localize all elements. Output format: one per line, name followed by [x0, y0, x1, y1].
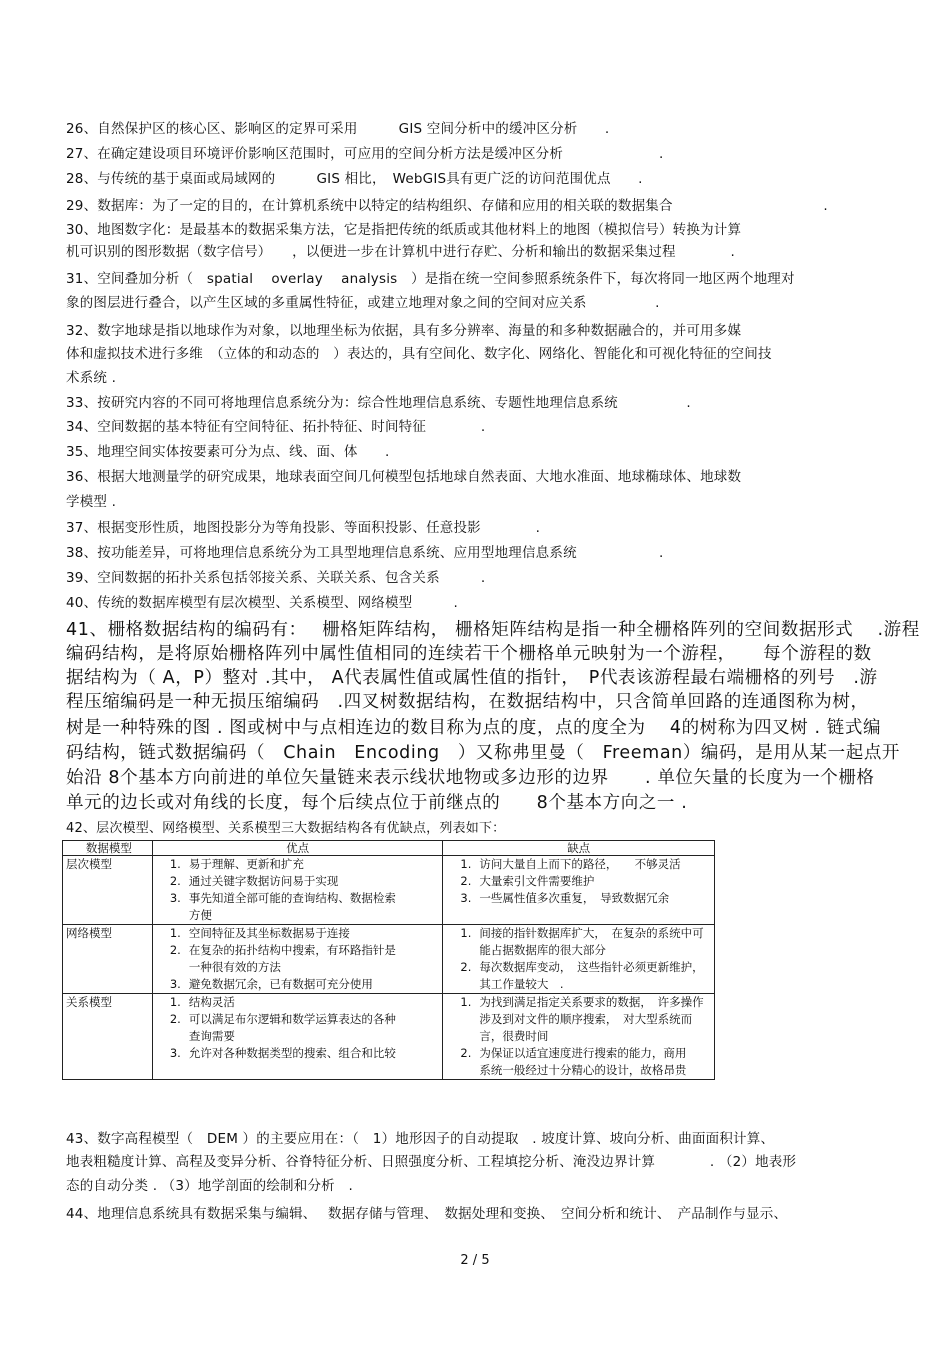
question-35: 35、地理空间实体按要素可分为点、线、面、体 .: [66, 444, 390, 460]
list-item: 1. 空间特征及其坐标数据易于连接: [169, 926, 350, 940]
list-item: 3. 允许对各种数据类型的搜索、组合和比较: [169, 1046, 396, 1060]
question-39: 39、空间数据的拓扑关系包括邻接关系、关联关系、包含关系 .: [66, 570, 486, 586]
question-32-line-2: 体和虚拟技术进行多维 （立体的和动态的 ）表达的，具有空间化、数字化、网络化、智能化和可视化特征的空间技: [66, 346, 772, 362]
question-31-line-1: 31、空间叠加分析（ spatial overlay analysis ）是指在统一空间参照系统条件下，每次将同一地区两个地理对: [66, 271, 795, 287]
data-model-comparison-table: [62, 840, 715, 1080]
list-item: 2. 可以满足布尔逻辑和数学运算表达的各种查询需要: [169, 1012, 396, 1043]
question-41-line-6: 码结构，链式数据编码（ Chain Encoding ）又称弗里曼（ Freeman）编码，是用从某一起点开: [66, 743, 901, 763]
pros-cell: [152, 856, 443, 925]
question-43-line-1: 43、数字高程模型（ DEM ）的主要应用在：（ 1）地形因子的自动提取 . 坡度计算、坡向分析、曲面面积计算、: [66, 1131, 775, 1147]
list-item: 1. 易于理解、更新和扩充: [169, 857, 304, 871]
list-item: 1. 为找到满足指定关系要求的数据， 许多操作涉及到对文件的顺序搜索， 对大型系统而言，很费时间: [460, 995, 704, 1043]
question-27: 27、在确定建设项目环境评价影响区范围时，可应用的空间分析方法是缓冲区分析 .: [66, 146, 664, 162]
question-36-line-1: 36、根据大地测量学的研究成果，地球表面空间几何模型包括地球自然表面、大地水准面、地球椭球体、地球数: [66, 469, 742, 485]
list-item: 2. 每次数据库变动， 这些指针必须更新维护，其工作量较大 .: [460, 960, 704, 991]
question-30-line-2: 机可识别的图形数据（数字信号） ，以便进一步在计算机中进行存贮、分析和输出的数据采集过程 .: [66, 244, 736, 260]
list-item: 2. 在复杂的拓扑结构中搜索，有环路指针是一种很有效的方法: [169, 943, 396, 974]
table-row: [63, 925, 715, 994]
list-item: 1. 访问大量自上而下的路径， 不够灵活: [460, 857, 681, 871]
header-model: 数据模型: [63, 841, 153, 856]
list-item: 2. 为保证以适宜速度进行搜索的能力，商用系统一般经过十分精心的设计，故格昂贵: [460, 1046, 687, 1077]
question-32-line-1: 32、数字地球是指以地球作为对象，以地理坐标为依据，具有多分辨率、海量的和多种数据融合的，并可用多媒: [66, 323, 742, 339]
table-header-row: [63, 841, 715, 856]
question-43-line-3: 态的自动分类 . （3）地学剖面的绘制和分析 .: [66, 1178, 354, 1194]
question-44: 44、地理信息系统具有数据采集与编辑、 数据存储与管理、 数据处理和变换、 空间分析和统计、 产品制作与显示、: [66, 1206, 788, 1222]
cons-cell: [443, 856, 715, 925]
question-31-line-2: 象的图层进行叠合，以产生区域的多重属性特征，或建立地理对象之间的空间对应关系 .: [66, 295, 660, 311]
table-row: [63, 856, 715, 925]
question-30-line-1: 30、地图数字化：是最基本的数据采集方法，它是指把传统的纸质或其他材料上的地图（模拟信号）转换为计算: [66, 222, 742, 238]
question-41-line-2: 编码结构，是将原始栅格阵列中属性值相同的连续若干个栅格单元映射为一个游程， 每个游程的数: [66, 644, 872, 664]
list-item: 3. 避免数据冗余，已有数据可充分使用: [169, 977, 373, 991]
question-41-line-4: 程压缩编码是一种无损压缩编码 .四叉树数据结构，在数据结构中，只含简单回路的连通图称为树，: [66, 692, 869, 712]
question-33: 33、按研究内容的不同可将地理信息系统分为：综合性地理信息系统、专题性地理信息系统 .: [66, 395, 691, 411]
question-41-line-5: 树是一种特殊的图 . 图或树中与点相连边的数目称为点的度，点的度全为 4的树称为四叉树 . 链式编: [66, 718, 882, 738]
question-43-line-2: 地表粗糙度计算、高程及变异分析、谷脊特征分析、日照强度分析、工程填挖分析、淹没边界计算 . （2）地表形: [66, 1154, 797, 1170]
list-item: 2. 通过关键字数据访问易于实现: [169, 874, 339, 888]
question-40: 40、传统的数据库模型有层次模型、关系模型、网络模型 .: [66, 595, 458, 611]
question-41-line-1: 41、栅格数据结构的编码有： 栅格矩阵结构， 栅格矩阵结构是指一种全栅格阵列的空间数据形式 .游程: [66, 620, 920, 640]
question-41-line-7: 始沿 8个基本方向前进的单位矢量链来表示线状地物或多边形的边界 . 单位矢量的长度为一个栅格: [66, 768, 875, 788]
question-41-line-8: 单元的边长或对角线的长度，每个后续点位于前继点的 8个基本方向之一 .: [66, 793, 688, 813]
question-42-title: 42、层次模型、网络模型、关系模型三大数据结构各有优缺点，列表如下：: [66, 821, 506, 836]
pros-cell: [152, 925, 443, 994]
cons-cell: [443, 994, 715, 1080]
list-item: 1. 间接的指针数据库扩大， 在复杂的系统中可能占据数据库的很大部分: [460, 926, 704, 957]
list-item: 3. 事先知道全部可能的查询结构、数据检索方便: [169, 891, 396, 922]
cons-cell: [443, 925, 715, 994]
list-item: 1. 结构灵活: [169, 995, 235, 1009]
header-cons: 缺点: [443, 841, 715, 856]
model-name: 层次模型: [63, 856, 153, 925]
table-row: [63, 994, 715, 1080]
question-37: 37、根据变形性质，地图投影分为等角投影、等面积投影、任意投影 .: [66, 520, 541, 536]
header-pros: 优点: [152, 841, 443, 856]
question-41-line-3: 据结构为（ A，P）整对 .其中， A代表属性值或属性值的指针， P代表该游程最右端栅格的列号 .游: [66, 668, 878, 688]
list-item: 3. 一些属性值多次重复， 导致数据冗余: [460, 891, 670, 905]
question-34: 34、空间数据的基本特征有空间特征、拓扑特征、时间特征 .: [66, 419, 486, 435]
page-number: 2 / 5: [460, 1253, 490, 1268]
question-26: 26、自然保护区的核心区、影响区的定界可采用 GIS 空间分析中的缓冲区分析 .: [66, 121, 610, 137]
question-28: 28、与传统的基于桌面或局域网的 GIS 相比， WebGIS具有更广泛的访问范围优点 .: [66, 171, 643, 187]
question-29: 29、数据库：为了一定的目的，在计算机系统中以特定的结构组织、存储和应用的相关联的数据集合 .: [66, 198, 828, 214]
model-name: 网络模型: [63, 925, 153, 994]
list-item: 2. 大量索引文件需要维护: [460, 874, 595, 888]
question-36-line-2: 学模型 .: [66, 494, 117, 510]
pros-cell: [152, 994, 443, 1080]
question-32-line-3: 术系统 .: [66, 370, 117, 386]
question-38: 38、按功能差异，可将地理信息系统分为工具型地理信息系统、应用型地理信息系统 .: [66, 545, 664, 561]
model-name: 关系模型: [63, 994, 153, 1080]
